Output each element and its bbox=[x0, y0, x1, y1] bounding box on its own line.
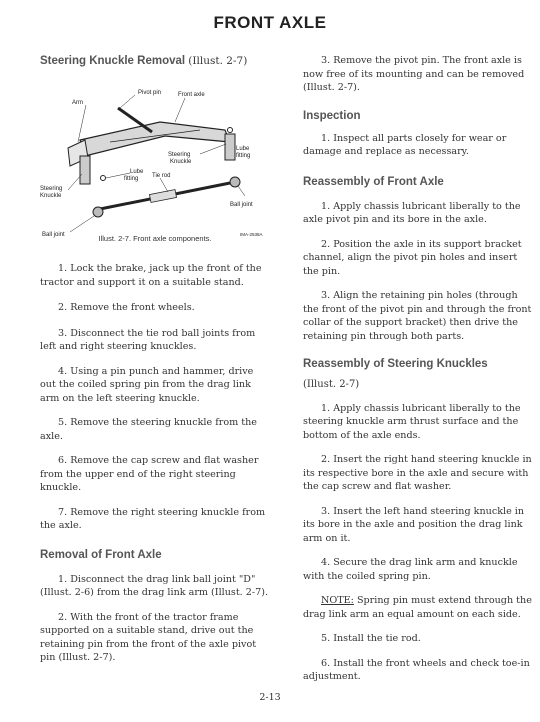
right-column bbox=[303, 52, 535, 684]
left-knuckle-shape bbox=[80, 156, 90, 184]
section-heading-removal-front-axle: Removal of Front Axle bbox=[40, 548, 162, 561]
figure-code: IMA-2538A bbox=[240, 232, 263, 237]
heading-text: Steering Knuckle Removal bbox=[40, 55, 186, 67]
label-arm: Arm bbox=[72, 100, 83, 106]
knuckle-step-5: 5. Install the tie rod. bbox=[321, 633, 421, 644]
label-steering-knuckle-2: Steering bbox=[40, 186, 63, 192]
step-2: 2. Remove the front wheels. bbox=[58, 302, 195, 313]
label-lube-fitting-2: Lube bbox=[130, 169, 144, 175]
svg-text:Knuckle: Knuckle bbox=[170, 159, 192, 165]
step-5: 5. Remove the steering knuckle from the axle. bbox=[40, 417, 257, 442]
heading-illust-ref: (Illust. 2-7) bbox=[188, 55, 248, 67]
reassembly-knuckles-ref: (Illust. 2-7) bbox=[303, 379, 360, 390]
svg-text:fitting: fitting bbox=[124, 176, 139, 182]
label-tie-rod: Tie rod bbox=[152, 173, 171, 179]
svg-text:Knuckle: Knuckle bbox=[40, 193, 62, 199]
knuckle-step-3: 3. Insert the left hand steering knuckle in its bore in the axle and position the drag link arm on it. bbox=[303, 505, 525, 544]
reassembly-axle-step-2: 2. Position the axle in its support bracket channel, align the pivot pin holes and insert the pin. bbox=[303, 238, 522, 277]
front-axle-diagram bbox=[40, 70, 270, 245]
left-ball-joint-shape bbox=[93, 207, 103, 217]
note bbox=[303, 594, 535, 621]
step-4: 4. Using a pin punch and hammer, drive out the coiled spring pin from the drag link arm on the left steering knuckle. bbox=[40, 365, 254, 404]
knuckle-step-4: 4. Secure the drag link arm and knuckle with the coiled spring pin. bbox=[303, 557, 518, 582]
right-ball-joint-shape bbox=[230, 177, 240, 187]
knuckle-step-6: 6. Install the front wheels and check toe-in adjustment. bbox=[303, 657, 530, 682]
left-column bbox=[40, 52, 270, 663]
label-ball-joint-left: Ball joint bbox=[42, 232, 65, 238]
axle-step-2: 2. With the front of the tractor frame supported on a suitable stand, drive out the retaining pin from the front of the axle pivot pin (Illust. 2-7). bbox=[40, 611, 257, 663]
figure-caption: Illust. 2-7. Front axle components. bbox=[98, 234, 212, 243]
label-pivot-pin: Pivot pin bbox=[138, 90, 162, 96]
step-7: 7. Remove the right steering knuckle from the axle. bbox=[40, 506, 266, 531]
reassembly-axle-step-3: 3. Align the retaining pin holes (through the front of the pivot pin and through the front collar of the support bracket) then drive the retaining pin through both parts. bbox=[303, 290, 532, 342]
right-knuckle-shape bbox=[225, 134, 235, 160]
label-front-axle: Front axle bbox=[178, 92, 205, 98]
note-label: NOTE: bbox=[321, 595, 354, 606]
step-3: 3. Disconnect the tie rod ball joints from left and right steering knuckles. bbox=[40, 327, 256, 352]
front-axle-illustration bbox=[40, 70, 270, 245]
removal-steps bbox=[40, 262, 270, 665]
note-text: Spring pin must extend through the drag link arm an equal amount on each side. bbox=[303, 595, 532, 620]
section-heading-inspection: Inspection bbox=[303, 109, 361, 122]
label-steering-knuckle-1: Steering bbox=[168, 152, 191, 158]
label-ball-joint-right: Ball joint bbox=[230, 202, 253, 208]
section-heading-steering-knuckle-removal bbox=[40, 54, 270, 69]
page-title: FRONT AXLE bbox=[213, 13, 327, 32]
knuckle-step-2: 2. Insert the right hand steering knuckle in its respective bore in the axle and secure with the cap screw and flat washer. bbox=[303, 454, 532, 492]
step-6: 6. Remove the cap screw and flat washer from the upper end of the right steering knuckle. bbox=[40, 455, 259, 493]
step-1: 1. Lock the brake, jack up the front of the tractor and support it on a suitable stand. bbox=[40, 263, 262, 288]
axle-step-3: 3. Remove the pivot pin. The front axle is now free of its mounting and can be removed (Illust. 2-7). bbox=[303, 55, 525, 93]
reassembly-axle-step-1: 1. Apply chassis lubricant liberally to the axle pivot pin and its bore in the axle. bbox=[303, 200, 521, 225]
knuckle-step-1: 1. Apply chassis lubricant liberally to the steering knuckle arm thrust surface and the bottom of the axle ends. bbox=[303, 402, 521, 441]
label-lube-fitting-1: Lube bbox=[236, 146, 250, 152]
page-number: 2-13 bbox=[259, 692, 281, 703]
section-heading-reassembly-knuckles: Reassembly of Steering Knuckles bbox=[303, 358, 488, 370]
axle-step-1: 1. Disconnect the drag link ball joint "D" (Illust. 2-6) from the drag link arm (Illust. 2-7). bbox=[40, 573, 269, 598]
svg-text:fitting: fitting bbox=[236, 153, 251, 159]
section-heading-reassembly-axle: Reassembly of Front Axle bbox=[303, 175, 444, 188]
inspection-step-1: 1. Inspect all parts closely for wear or damage and replace as necessary. bbox=[303, 132, 507, 157]
